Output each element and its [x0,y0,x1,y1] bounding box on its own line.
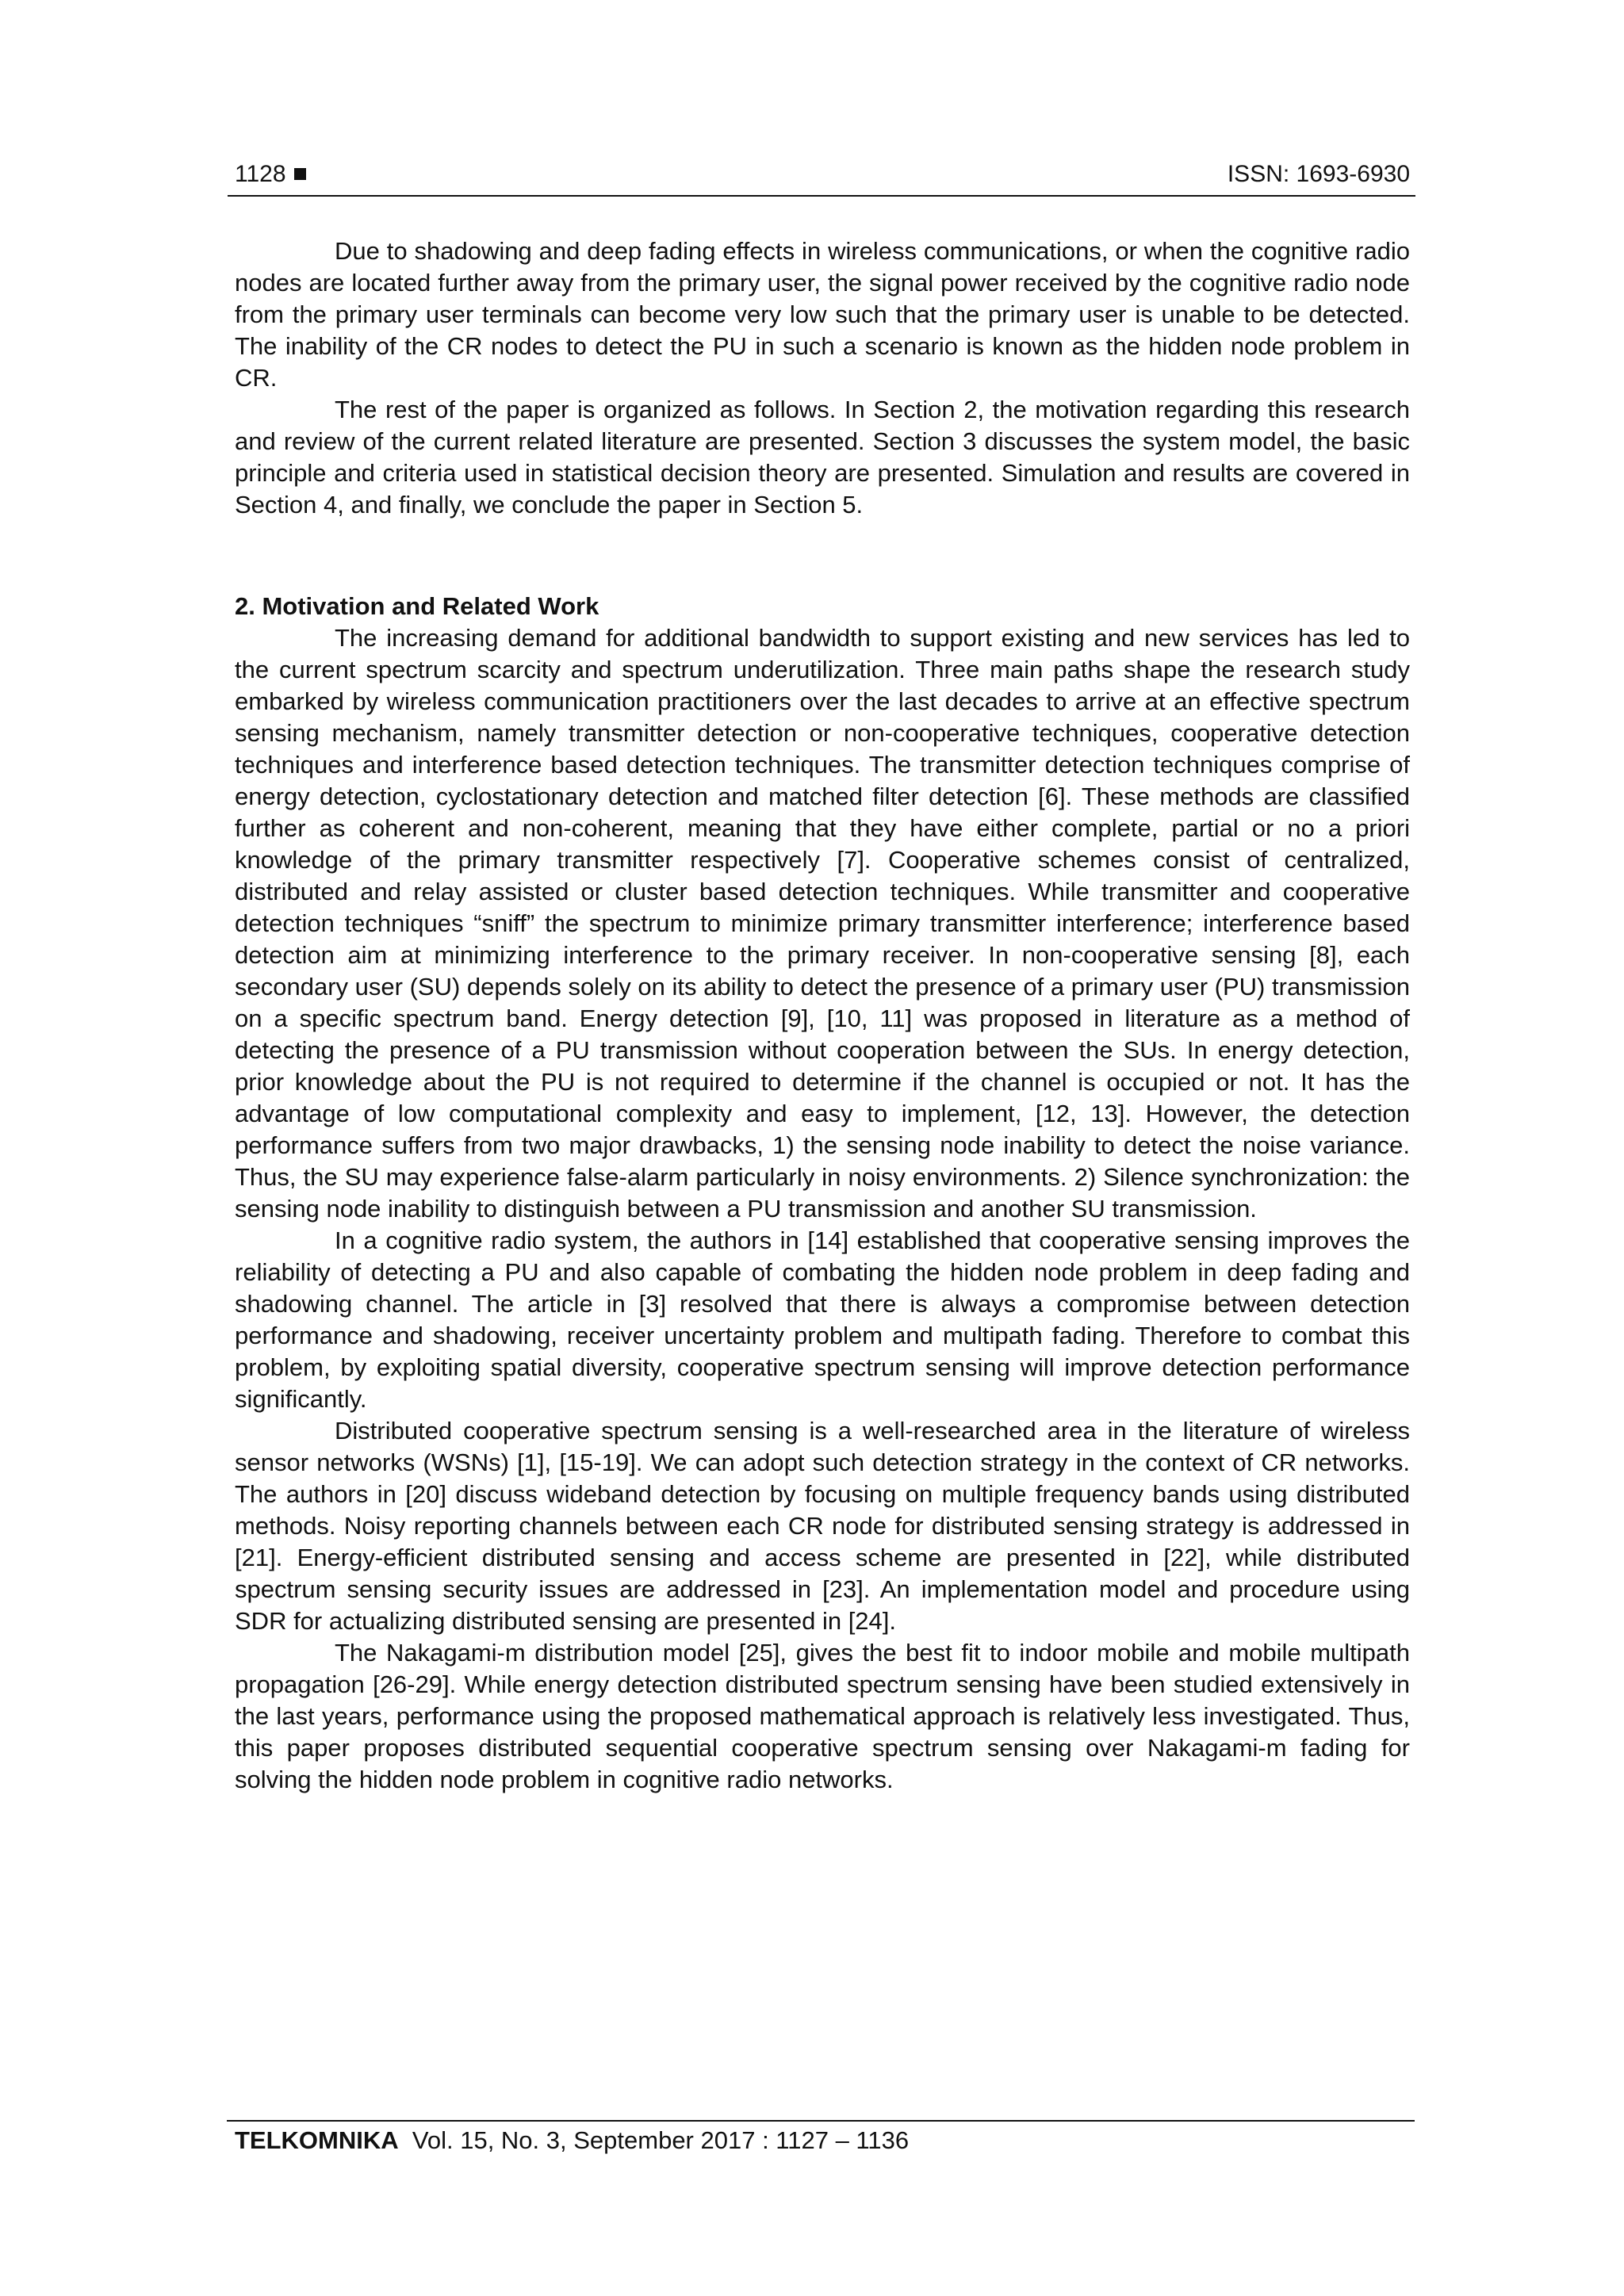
journal-name: TELKOMNIKA [235,2126,399,2154]
body-paragraph: Due to shadowing and deep fading effects in wireless communications, or when the cognitive radio nodes are located further away from the primary user, the signal power received by the cognitive radio node from the primary user terminals can become very low such that the primary user is unable to be detected. The inability of the CR nodes to detect the PU in such a scenario is known as the hidden node problem in CR. [235,237,1410,392]
footer-divider [227,2120,1415,2122]
issn-label: ISSN: 1693-6930 [1227,161,1410,187]
body-paragraph: Distributed cooperative spectrum sensing is a well-researched area in the literature of wireless sensor networks (WSNs) [1], [15-19]. We can adopt such detection strategy in the context of CR networks. The authors in [20] discuss wideband detection by focusing on multiple frequency bands using distributed methods. Noisy reporting channels between each CR node for distributed sensing strategy is addressed in [21]. Energy-efficient distributed sensing and access scheme are presented in [22], while distributed spectrum sensing security issues are addressed in [23]. An implementation model and procedure using SDR for actualizing distributed sensing are presented in [24]. [235,1417,1410,1635]
body-paragraph: The increasing demand for additional bandwidth to support existing and new services has led to the current spectrum scarcity and spectrum underutilization. Three main paths shape the research study embarked by wireless communication practitioners over the last decades to arrive at an effective spectrum sensing mechanism, namely transmitter detection or non-cooperative techniques, cooperative detection techniques and interference based detection techniques. The transmitter detection techniques comprise of energy detection, cyclostationary detection and matched filter detection [6]. These methods are classified further as coherent and non-coherent, meaning that they have either complete, partial or no a priori knowledge of the primary transmitter respectively [7]. Cooperative schemes consist of centralized, distributed and relay assisted or cluster based detection techniques. While transmitter and cooperative detection techniques “sniff” the spectrum to minimize primary transmitter interference; interference based detection aim at minimizing interference to the primary receiver. In non-cooperative sensing [8], each secondary user (SU) depends solely on its ability to detect the presence of a primary user (PU) transmission on a specific spectrum band. Energy detection [9], [10, 11] was proposed in literature as a method of detecting the presence of a PU transmission without cooperation between the SUs. In energy detection, prior knowledge about the PU is not required to determine if the channel is occupied or not. It has the advantage of low computational complexity and easy to implement, [12, 13]. However, the detection performance suffers from two major drawbacks, 1) the sensing node inability to detect the noise variance. Thus, the SU may experience false-alarm particularly in noisy environments. 2) Silence synchronization: the sensing node inability to distinguish between a PU transmission and another SU transmission. [235,624,1410,1223]
page-number: 1128 [235,161,286,187]
page-header [235,159,1410,190]
body-paragraph: The rest of the paper is organized as follows. In Section 2, the motivation regarding this research and review of the current related literature are presented. Section 3 discusses the system model, the basic principle and criteria used in statistical decision theory are presented. Simulation and results are covered in Section 4, and finally, we conclude the paper in Section 5. [235,396,1410,519]
header-divider [228,195,1415,197]
journal-citation: Vol. 15, No. 3, September 2017 : 1127 – 1136 [412,2126,910,2154]
page-body [235,235,1410,1796]
page-number-group [235,159,306,190]
page-footer [235,2125,909,2156]
square-bullet-icon [294,168,306,180]
body-paragraph: In a cognitive radio system, the authors in [14] established that cooperative sensing improves the reliability of detecting a PU and also capable of combating the hidden node problem in deep fading and shadowing channel. The article in [3] resolved that there is always a compromise between detection performance and shadowing, receiver uncertainty problem and multipath fading. Therefore to combat this problem, by exploiting spatial diversity, cooperative spectrum sensing will improve detection performance significantly. [235,1226,1410,1413]
section-heading: 2. Motivation and Related Work [235,592,599,620]
body-paragraph: The Nakagami-m distribution model [25], gives the best fit to indoor mobile and mobile multipath propagation [26-29]. While energy detection distributed spectrum sensing have been studied extensively in the last years, performance using the proposed mathematical approach is relatively less investigated. Thus, this paper proposes distributed sequential cooperative spectrum sensing over Nakagami-m fading for solving the hidden node problem in cognitive radio networks. [235,1639,1410,1793]
